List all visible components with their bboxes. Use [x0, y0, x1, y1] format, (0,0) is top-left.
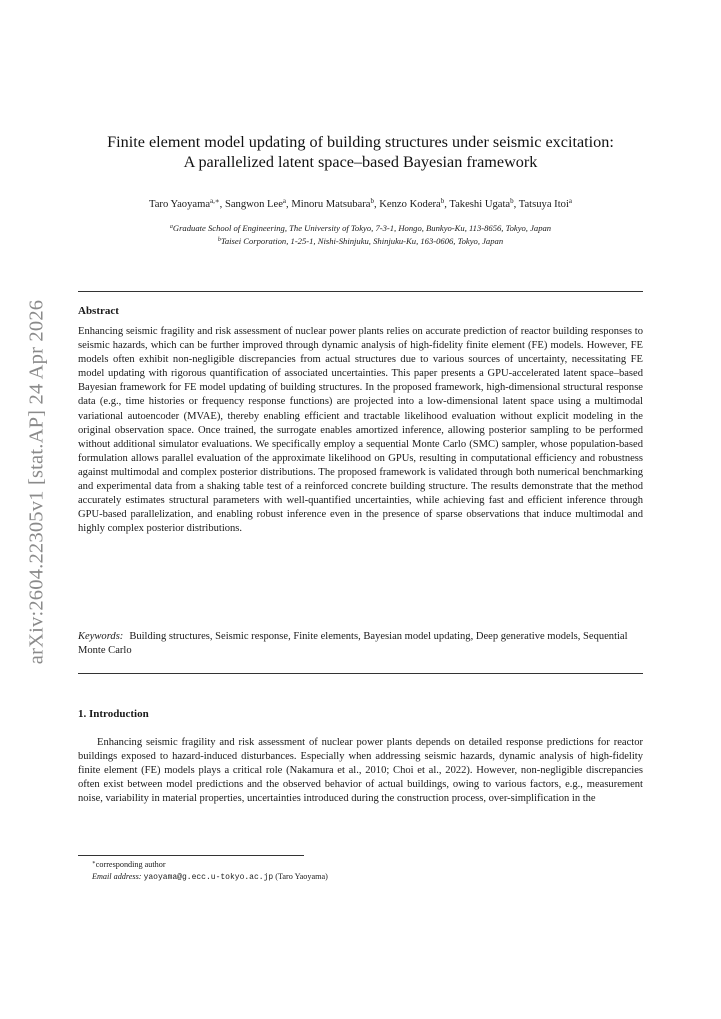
paper-title: [0, 132, 721, 172]
author-name: Takeshi Ugata: [449, 199, 511, 210]
author-name: Minoru Matsubara: [291, 199, 371, 210]
title-line-1: Finite element model updating of building structures under seismic excitation:: [107, 133, 614, 151]
introduction-paragraph: Enhancing seismic fragility and risk assessment of nuclear power plants depends on detailed response predictions for reactor buildings exposed to hazard-induced disturbances. Especially when addressing seismic hazards, dynamic analysis of high-fidelity finite element (FE) models plays a critical role (Nakamura et al., 2010; Choi et al., 2022). However, non-negligible discrepancies often exist between model predictions and the observed behavior of actual buildings, owing to various factors, e.g., measurement noise, variability in material properties, uncertainties introduced during the construction process, over-simplification in the: [78, 737, 643, 805]
author-name: Taro Yaoyama: [148, 199, 211, 210]
abstract-top-rule: [78, 291, 643, 292]
arxiv-identifier-text: arXiv:2604.22305v1 [stat.AP] 24 Apr 2026: [25, 299, 48, 665]
author: Kenzo Kodera$^b$,: [379, 197, 450, 210]
email-link[interactable]: yaoyama@g.ecc.u-tokyo.ac.jp: [143, 872, 274, 882]
author-affiliation-mark: b: [370, 197, 374, 205]
keywords-label: Keywords:: [78, 631, 124, 642]
author-affiliation-mark: a: [282, 197, 287, 205]
abstract-bottom-rule: [78, 673, 643, 674]
abstract-heading: Abstract: [78, 305, 119, 317]
abstract-body: Enhancing seismic fragility and risk assessment of nuclear power plants relies on accurate prediction of reactor building responses to seismic hazards, which can be further improved through dynamic analysis of high-fidelity finite element (FE) models. However, FE models often exhibit non-negligible discrepancies from actual structures due to various sources of uncertainty, necessitating FE model updating with rigorous quantification of associated uncertainties. This paper presents a GPU-accelerated latent space–based Bayesian framework for FE model updating of building structures. In the proposed framework, high-dimensional structural response data (e.g., time histories or frequency response functions) are projected into a low-dimensional latent space using a multimodal variational autoencoder (MVAE), thereby enabling efficient and tractable likelihood evaluation without explicit modeling in the original observation space. Once trained, the surrogate enables amortized inference, allowing posterior sampling to be performed without additional simulator evaluations. We specifically employ a sequential Monte Carlo (SMC) sampler, whose population-based formulation allows parallel evaluation of the approximate likelihood on GPUs, resulting in computational efficiency and robustness against multimodal and complex posterior distributions. The proposed framework is validated through both numerical benchmarking and experimental data from a shaking table test of a reinforced concrete building structure. The results demonstrate that the method accurately estimates structural parameters with well-quantified uncertainties, while achieving fast and efficient inference through GPU-based parallelization, and enabling robust inference even in the presence of sparse observations that induce multimodal and highly complex posterior distributions.: [78, 326, 643, 535]
footnote-text: corresponding author: [95, 860, 166, 869]
author-affiliation-mark: a,∗: [210, 197, 220, 205]
email-owner: (Taro Yaoyama): [275, 871, 328, 881]
author-list: [0, 197, 721, 210]
title-line-2: A parallelized latent space–based Bayesian framework: [183, 153, 538, 171]
footnote-rule: [78, 855, 304, 856]
section-heading-introduction: 1. Introduction: [78, 708, 149, 720]
author-affiliation-mark: b: [510, 197, 514, 205]
author-name: Kenzo Kodera: [379, 199, 441, 210]
author-affiliation-mark: b: [440, 197, 445, 205]
author-name: Tatsuya Itoi: [518, 199, 569, 210]
author: Takeshi Ugata$^b$,: [449, 197, 519, 210]
affiliation: [0, 222, 721, 235]
author-affiliation-mark: a: [568, 197, 572, 205]
author: Sangwon Lee$^a$,: [224, 197, 292, 210]
footnote-corresponding: [92, 858, 328, 871]
affiliation-list: [0, 222, 721, 247]
keywords-text: Building structures, Seismic response, Finite elements, Bayesian model updating, Deep generative models, Sequential Monte Carlo: [78, 631, 628, 657]
affiliation-mark: a: [169, 224, 173, 230]
email-label: Email address:: [92, 871, 142, 881]
affiliation: [0, 235, 721, 248]
author: [519, 199, 572, 210]
affiliation-text: Graduate School of Engineering, The University of Tokyo, 7-3-1, Hongo, Bunkyo-Ku, 113-8656, Tokyo, Japan: [172, 223, 552, 233]
keywords: [78, 630, 643, 658]
author: Taro Yaoyama$^{a,∗}$,: [148, 197, 225, 210]
footnote-mark: ∗: [92, 860, 96, 866]
arxiv-identifier: [22, 292, 52, 672]
author-name: Sangwon Lee: [224, 199, 283, 210]
affiliation-text: Taisei Corporation, 1-25-1, Nishi-Shinjuku, Shinjuku-Ku, 163-0606, Tokyo, Japan: [220, 235, 504, 246]
affiliation-mark: b: [217, 236, 221, 243]
footnote-email-line: [92, 871, 328, 884]
footnote: [92, 858, 328, 883]
author: Minoru Matsubara$^b$,: [291, 197, 380, 210]
